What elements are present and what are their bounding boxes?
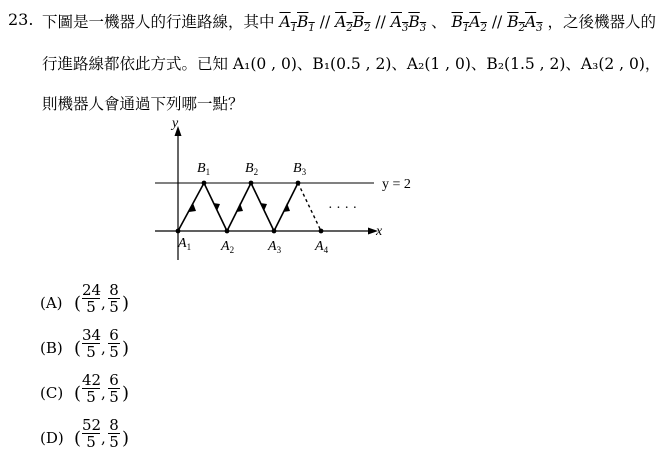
segment-b1a2: $B_1A_2$ <box>451 13 487 35</box>
label-b2: $B_2$ <box>245 161 259 177</box>
question-line-1-prefix: 下圖是一機器人的行進路線，其中 <box>42 13 275 31</box>
open-paren: ( <box>74 383 82 404</box>
option-label: (D) <box>40 429 64 447</box>
point-b3 <box>296 181 301 186</box>
close-paren: ) <box>122 383 130 404</box>
comma: , <box>101 294 106 312</box>
continuation-dots: · · · · <box>328 201 358 216</box>
question-line-3: 則機器人會通過下列哪一點？ <box>42 95 244 113</box>
segment-a3b3: $A_3B_3$ <box>390 13 427 35</box>
point-b2 <box>249 181 254 186</box>
question-line-1-suffix: ，之後機器人的 <box>547 13 656 31</box>
direction-arrow-icon <box>236 203 243 212</box>
comma: , <box>101 384 106 402</box>
x-fraction: $\frac{34}{5}$ <box>82 326 102 361</box>
parallel-sign: // <box>491 13 503 31</box>
segment-a1b1: $A_1B_1$ <box>279 13 315 35</box>
parallel-sign: // <box>319 13 331 31</box>
comma: , <box>101 429 106 447</box>
point-a1 <box>176 229 181 234</box>
segment-a2b2: $A_2B_2$ <box>335 13 371 35</box>
y-fraction: $\frac{6}{5}$ <box>109 371 119 406</box>
question-number: 23. <box>8 10 34 29</box>
question-line-1 <box>42 10 656 34</box>
option-label: (A) <box>40 294 63 312</box>
open-paren: ( <box>74 428 82 449</box>
point-b1 <box>202 181 207 186</box>
label-b3: $B_3$ <box>293 161 307 177</box>
close-paren: ) <box>122 293 130 314</box>
point-a4 <box>319 229 324 234</box>
label-a2: $A_2$ <box>221 239 235 255</box>
open-paren: ( <box>74 293 82 314</box>
y-fraction: $\frac{8}{5}$ <box>109 416 119 451</box>
separator: 、 <box>431 13 447 31</box>
label-a4: $A_4$ <box>315 239 329 255</box>
x-fraction: $\frac{24}{5}$ <box>82 281 102 316</box>
point-a3 <box>272 229 277 234</box>
robot-path-figure <box>150 110 440 270</box>
x-axis-label: x <box>376 224 383 239</box>
y2-line-label: y = 2 <box>382 177 411 192</box>
point-a2 <box>225 229 230 234</box>
y-fraction: $\frac{6}{5}$ <box>109 326 119 361</box>
direction-arrow-icon <box>260 203 267 211</box>
option-label: (C) <box>40 384 64 402</box>
robot-path-dashed <box>298 183 321 231</box>
segment-b2a3: $B_2A_3$ <box>507 13 543 35</box>
direction-arrow-icon <box>213 203 220 211</box>
y-axis-label: y <box>172 116 179 131</box>
parallel-sign: // <box>375 13 386 31</box>
label-a1: $A_1$ <box>178 236 192 252</box>
question-line-2: 行進路線都依此方式。已知 A₁(0 , 0)、B₁(0.5 , 2)、A₂(1 , 0)、B₂(1.5 , 2)、A₃(2 , 0)， <box>42 55 660 73</box>
close-paren: ) <box>122 338 130 359</box>
robot-path <box>178 183 298 231</box>
close-paren: ) <box>122 428 130 449</box>
x-fraction: $\frac{42}{5}$ <box>82 371 102 406</box>
option-label: (B) <box>40 339 63 357</box>
comma: , <box>101 339 106 357</box>
label-b1: $B_1$ <box>197 161 211 177</box>
open-paren: ( <box>74 338 82 359</box>
y-fraction: $\frac{8}{5}$ <box>109 281 119 316</box>
direction-arrow-icon <box>283 203 290 212</box>
x-fraction: $\frac{52}{5}$ <box>82 416 102 451</box>
label-a3: $A_3$ <box>268 239 282 255</box>
